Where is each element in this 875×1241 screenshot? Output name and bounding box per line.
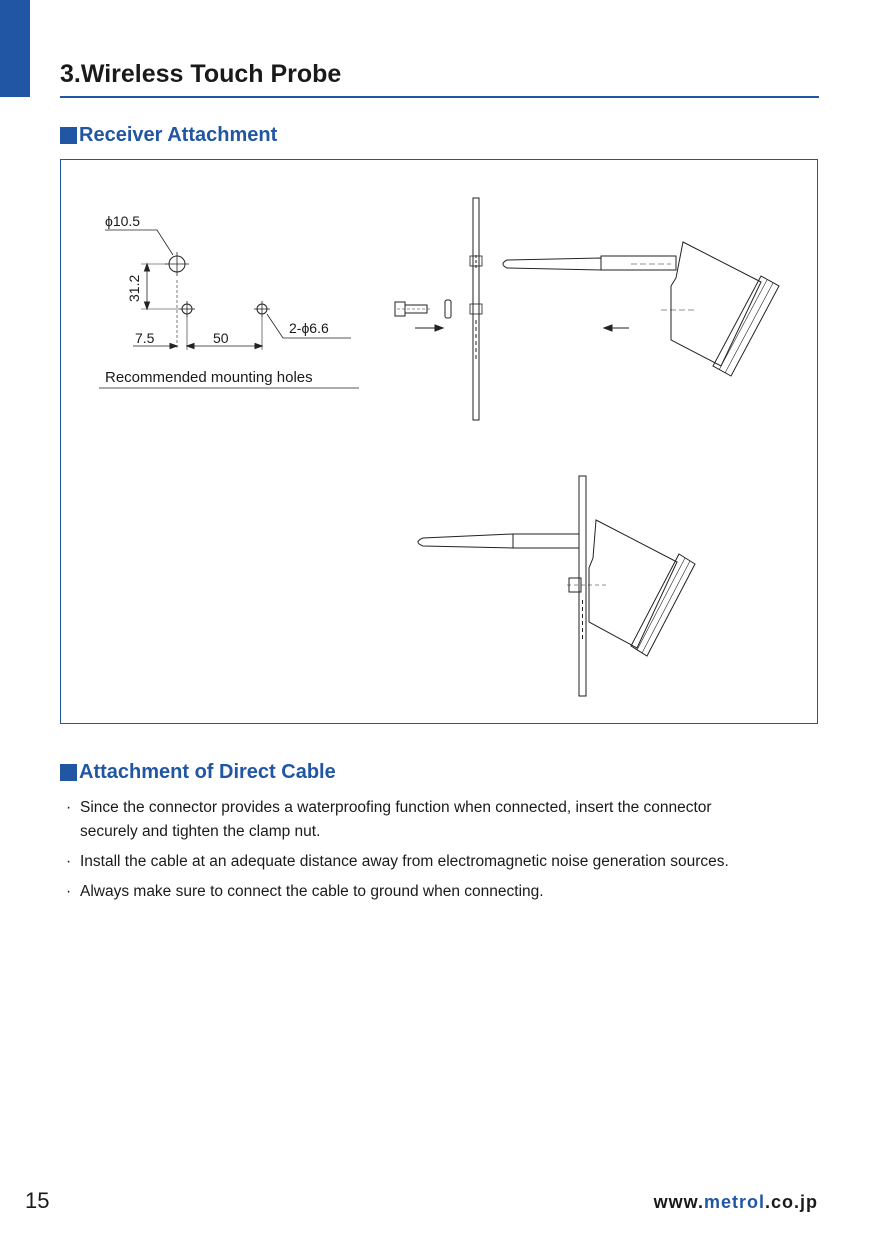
url-brand: metrol (703, 1192, 765, 1212)
antenna-installed (418, 534, 513, 548)
square-bullet-icon (60, 764, 77, 781)
note-text: Install the cable at an adequate distance away from electromagnetic noise generation sources. (80, 853, 729, 870)
note-item (64, 796, 824, 844)
bullet-dot-icon: · (66, 853, 72, 870)
section-heading-cable (60, 761, 336, 784)
website-link[interactable] (654, 1192, 818, 1213)
diagram-caption: Recommended mounting holes (105, 369, 313, 386)
dim-vertical: 31.2 (126, 274, 142, 302)
installed-assembly-view (418, 476, 695, 696)
technical-drawing (61, 160, 819, 725)
bullet-dot-icon: · (66, 799, 72, 816)
title-divider (60, 96, 819, 98)
url-suffix: .co.jp (764, 1192, 818, 1212)
receiver-attachment-diagram (60, 159, 818, 724)
square-bullet-icon (60, 127, 77, 144)
section-heading-receiver (60, 124, 277, 147)
note-item (64, 850, 824, 874)
washer (445, 300, 451, 318)
note-text: Since the connector provides a waterproofing function when connected, insert the connector (80, 799, 712, 816)
note-text: Always make sure to connect the cable to ground when connecting. (80, 883, 544, 900)
note-text-continued: securely and tighten the clamp nut. (80, 823, 321, 840)
dim-left-offset: 7.5 (135, 330, 155, 346)
cable-notes-list (64, 796, 824, 910)
receiver-body (671, 242, 761, 366)
mounting-plate-top (473, 198, 479, 420)
exploded-assembly-view (395, 198, 779, 420)
mounting-plate-bottom (579, 476, 586, 696)
url-prefix: www. (653, 1192, 704, 1212)
bullet-dot-icon: · (66, 883, 72, 900)
dim-spacing: 50 (213, 330, 229, 346)
mounting-holes-drawing (99, 230, 359, 388)
page-number: 15 (25, 1188, 50, 1213)
dim-small-holes: 2-ϕ6.6 (289, 320, 329, 336)
antenna (503, 258, 601, 270)
cable-heading-text: Attachment of Direct Cable (79, 761, 336, 783)
receiver-heading-text: Receiver Attachment (79, 124, 278, 146)
note-item (64, 880, 824, 904)
page-title: 3.Wireless Touch Probe (60, 60, 342, 88)
dim-large-hole: ϕ10.5 (105, 213, 141, 229)
side-tab-marker (0, 0, 30, 97)
